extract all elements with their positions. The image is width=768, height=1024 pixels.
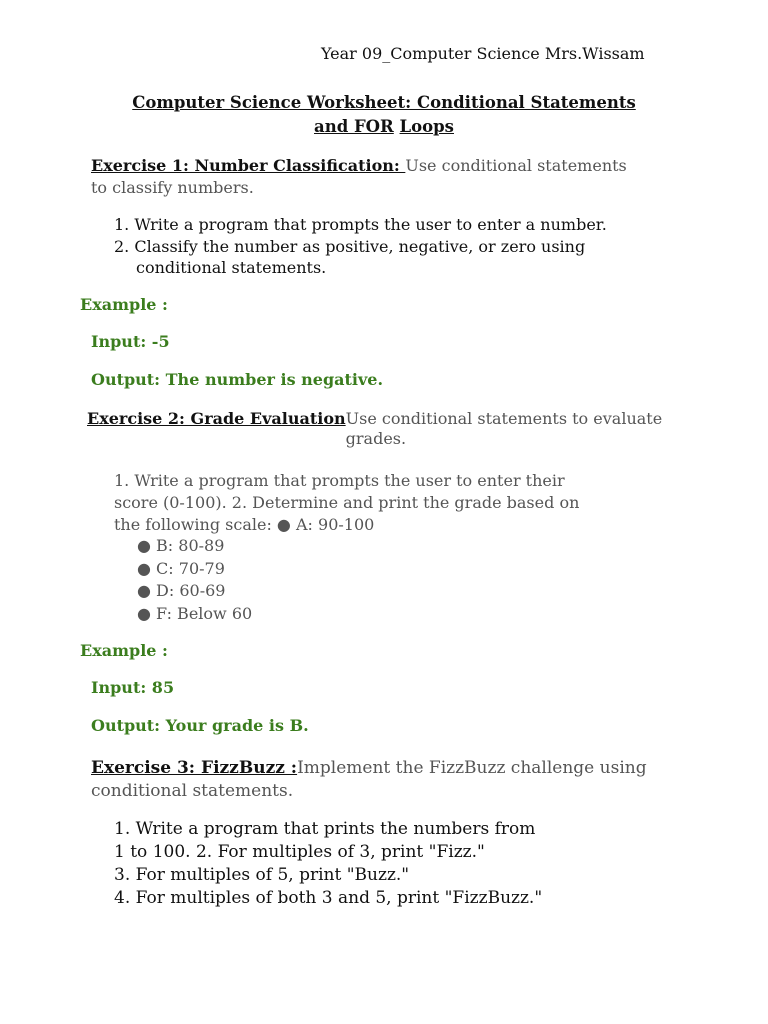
exercise-3-step-line-2: 1 to 100. 2. For multiples of 3, print "Fizz." bbox=[114, 842, 485, 862]
exercise-3-description-line-1: Implement the FizzBuzz challenge using bbox=[297, 758, 647, 778]
exercise-2-example-label: Example : bbox=[80, 641, 168, 660]
worksheet-title bbox=[0, 91, 768, 139]
exercise-1-step-2: 2. Classify the number as positive, negative, or zero using bbox=[114, 236, 586, 256]
title-line-2 bbox=[0, 115, 768, 139]
title-line-1: Computer Science Worksheet: Conditional Statements bbox=[132, 93, 636, 112]
exercise-3-steps bbox=[114, 818, 542, 910]
grade-scale-item: ● C: 70-79 bbox=[137, 558, 225, 578]
exercise-2-instruction-line-3: the following scale: ● A: 90-100 bbox=[114, 515, 375, 534]
exercise-1-example-label: Example : bbox=[80, 295, 168, 314]
document-header: Year 09_Computer Science Mrs.Wissam bbox=[321, 44, 645, 63]
exercise-2-instructions bbox=[114, 470, 579, 536]
exercise-1-example-input: Input: -5 bbox=[91, 332, 170, 351]
grade-scale-item: ● B: 80-89 bbox=[137, 536, 225, 555]
exercise-1-example-output: Output: The number is negative. bbox=[91, 370, 384, 389]
title-line-2-part-b: Loops bbox=[399, 117, 454, 136]
exercise-2-header bbox=[87, 409, 662, 449]
exercise-3-description-line-2: conditional statements. bbox=[91, 780, 294, 801]
exercise-3-step-line-4: 4. For multiples of both 3 and 5, print "FizzBuzz." bbox=[114, 888, 543, 908]
exercise-2-instruction-line-1: 1. Write a program that prompts the user to enter their bbox=[114, 471, 565, 490]
exercise-3-step-line-1: 1. Write a program that prints the numbers from bbox=[114, 819, 536, 839]
exercise-1-step-2-continued: conditional statements. bbox=[136, 258, 327, 277]
exercise-2-heading: Exercise 2: Grade Evaluation bbox=[87, 409, 346, 428]
exercise-2-instruction-line-2: score (0-100). 2. Determine and print the grade based on bbox=[114, 493, 580, 512]
exercise-1-steps bbox=[114, 214, 607, 279]
exercise-2-example-output: Output: Your grade is B. bbox=[91, 716, 309, 735]
exercise-2-example-input: Input: 85 bbox=[91, 678, 175, 697]
exercise-3-step-line-3: 3. For multiples of 5, print "Buzz." bbox=[114, 865, 410, 885]
exercise-2-description-line-2: grades. bbox=[345, 429, 407, 448]
title-line-2-part-a: and FOR bbox=[314, 117, 394, 136]
exercise-1-heading: Exercise 1: Number Classification: bbox=[91, 156, 406, 175]
grade-scale-item: ● D: 60-69 bbox=[137, 581, 226, 600]
exercise-1-description-line-2: to classify numbers. bbox=[91, 178, 254, 197]
exercise-2-grade-scale bbox=[137, 535, 252, 625]
exercise-3-header bbox=[91, 757, 647, 802]
exercise-1-header bbox=[91, 155, 627, 199]
exercise-1-description-line-1: Use conditional statements bbox=[405, 156, 627, 175]
exercise-3-heading: Exercise 3: FizzBuzz : bbox=[91, 758, 298, 778]
grade-scale-item: ● F: Below 60 bbox=[137, 603, 253, 623]
exercise-2-description-line-1: Use conditional statements to evaluate bbox=[345, 409, 663, 428]
exercise-1-step-1: 1. Write a program that prompts the user to enter a number. bbox=[114, 215, 607, 234]
